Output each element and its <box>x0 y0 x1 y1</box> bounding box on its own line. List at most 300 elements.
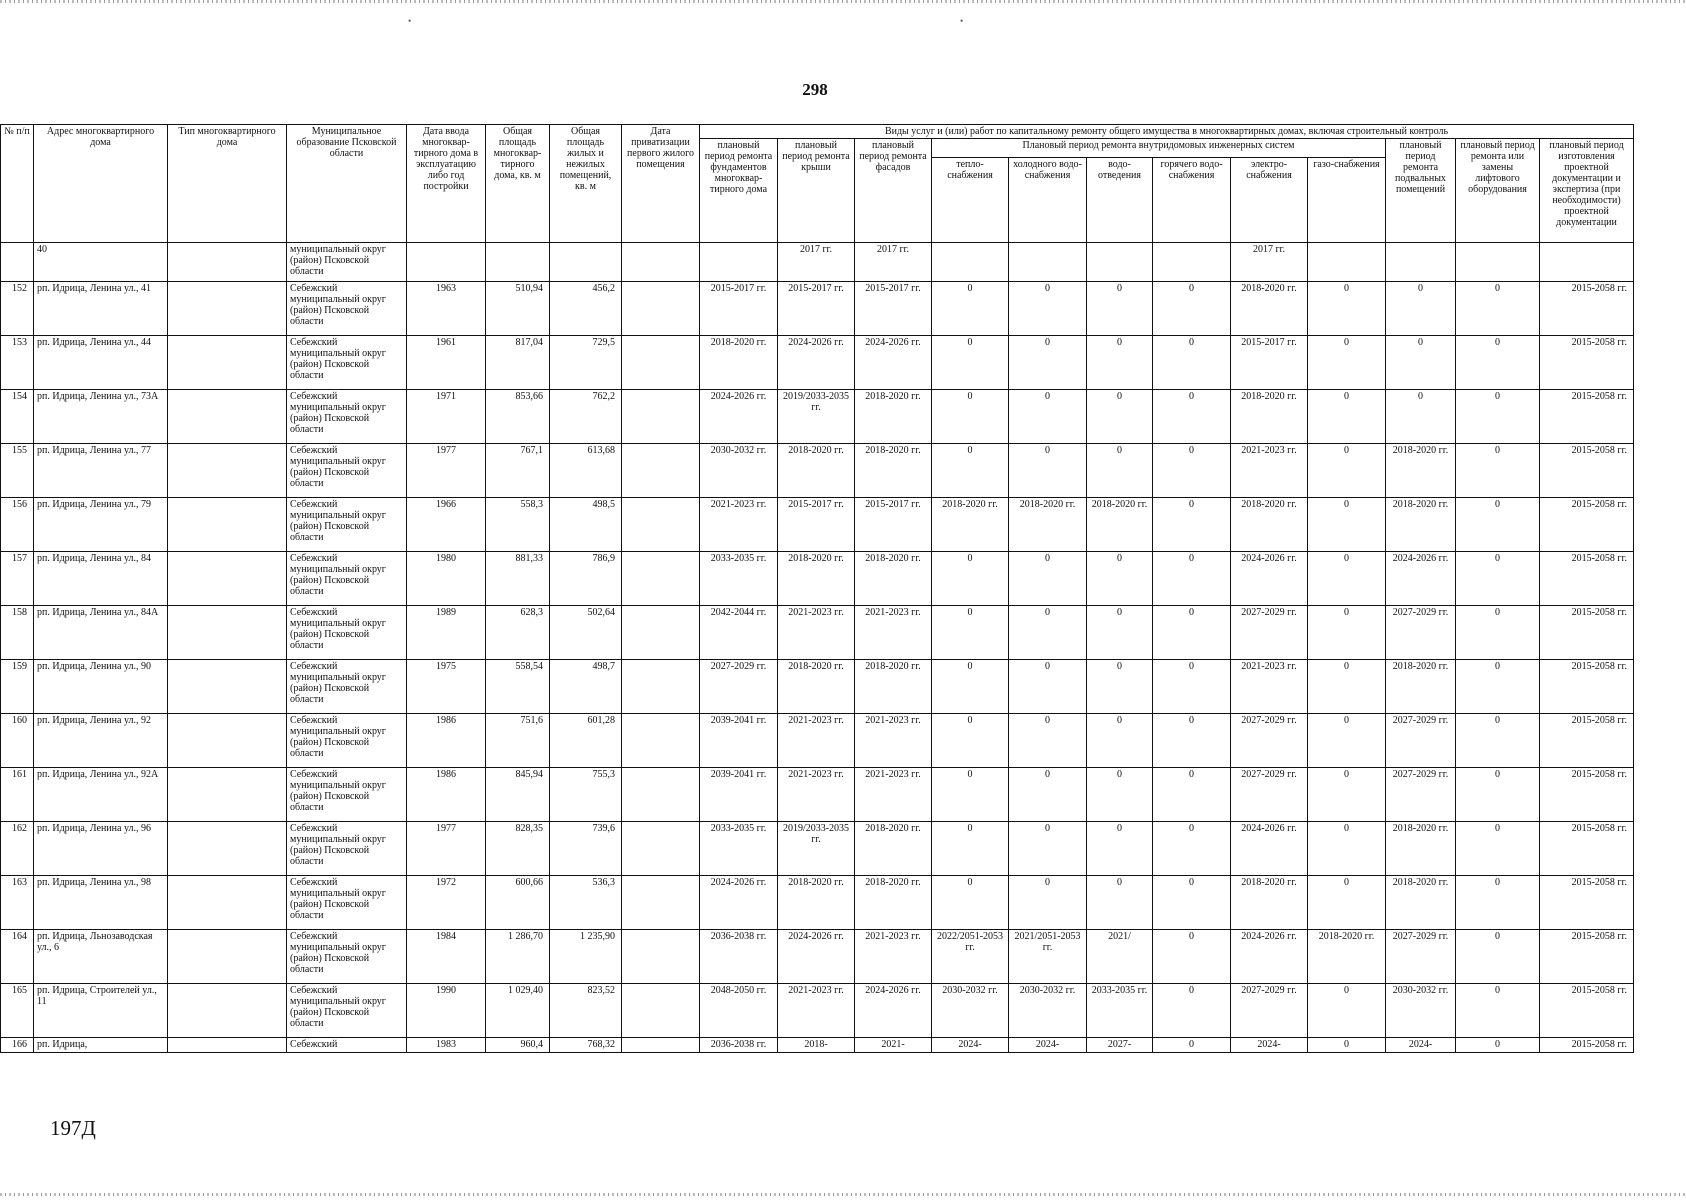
cell-privatization <box>622 930 700 984</box>
table-row <box>1 714 1634 768</box>
cell-drainage: 2021/ <box>1087 930 1153 984</box>
cell-cold-water: 0 <box>1009 336 1087 390</box>
cell-elevator: 0 <box>1456 336 1540 390</box>
cell-foundation: 2036-2038 гг. <box>700 930 778 984</box>
col-header-drainage: водо-отведения <box>1087 158 1153 243</box>
scan-edge-bottom <box>0 1193 1686 1196</box>
cell-privatization <box>622 876 700 930</box>
cell-total-area: 767,1 <box>486 444 550 498</box>
cell-heat: 2018-2020 гг. <box>932 498 1009 552</box>
cell-cold-water: 2030-2032 гг. <box>1009 984 1087 1038</box>
cell-basement: 2027-2029 гг. <box>1386 714 1456 768</box>
cell-foundation: 2024-2026 гг. <box>700 390 778 444</box>
cell-total-area: 628,3 <box>486 606 550 660</box>
cell-electric: 2027-2029 гг. <box>1231 768 1308 822</box>
cell-electric: 2021-2023 гг. <box>1231 444 1308 498</box>
cell-gas: 0 <box>1308 714 1386 768</box>
cell-elevator: 0 <box>1456 606 1540 660</box>
table-body <box>1 243 1634 1053</box>
cell-hot-water: 0 <box>1153 714 1231 768</box>
cell-hot-water: 0 <box>1153 390 1231 444</box>
cell-living-area: 613,68 <box>550 444 622 498</box>
cell-facade: 2024-2026 гг. <box>855 984 932 1038</box>
cell-type <box>168 282 287 336</box>
cell-total-area: 558,3 <box>486 498 550 552</box>
cell-drainage: 2018-2020 гг. <box>1087 498 1153 552</box>
cell-drainage: 0 <box>1087 552 1153 606</box>
cell-number: 157 <box>1 552 34 606</box>
cell-design-docs: 2015-2058 гг. <box>1540 714 1634 768</box>
cell-municipality: Себежский муниципальный округ (район) Псковской области <box>287 282 407 336</box>
scan-mark: • <box>960 16 964 26</box>
cell-number: 164 <box>1 930 34 984</box>
cell-living-area: 823,52 <box>550 984 622 1038</box>
cell-facade: 2015-2017 гг. <box>855 498 932 552</box>
cell-facade: 2017 гг. <box>855 243 932 282</box>
cell-roof: 2015-2017 гг. <box>778 282 855 336</box>
cell-total-area: 960,4 <box>486 1038 550 1053</box>
cell-heat: 0 <box>932 714 1009 768</box>
cell-living-area: 768,32 <box>550 1038 622 1053</box>
cell-number: 152 <box>1 282 34 336</box>
cell-hot-water: 0 <box>1153 606 1231 660</box>
cell-elevator: 0 <box>1456 930 1540 984</box>
cell-number: 162 <box>1 822 34 876</box>
cell-elevator: 0 <box>1456 282 1540 336</box>
cell-living-area: 786,9 <box>550 552 622 606</box>
cell-type <box>168 660 287 714</box>
cell-facade: 2021-2023 гг. <box>855 606 932 660</box>
cell-hot-water: 0 <box>1153 498 1231 552</box>
cell-roof: 2019/2033-2035 гг. <box>778 822 855 876</box>
cell-municipality: Себежский муниципальный округ (район) Псковской области <box>287 498 407 552</box>
col-header-heat: тепло-снабжения <box>932 158 1009 243</box>
cell-hot-water: 0 <box>1153 444 1231 498</box>
cell-heat: 0 <box>932 660 1009 714</box>
cell-heat: 2022/2051-2053 гг. <box>932 930 1009 984</box>
cell-number: 155 <box>1 444 34 498</box>
cell-address: 40 <box>34 243 168 282</box>
cell-cold-water: 2018-2020 гг. <box>1009 498 1087 552</box>
cell-gas: 0 <box>1308 822 1386 876</box>
cell-electric: 2027-2029 гг. <box>1231 714 1308 768</box>
cell-electric: 2024-2026 гг. <box>1231 930 1308 984</box>
cell-facade: 2021-2023 гг. <box>855 930 932 984</box>
cell-design-docs: 2015-2058 гг. <box>1540 390 1634 444</box>
cell-facade: 2021-2023 гг. <box>855 714 932 768</box>
cell-design-docs: 2015-2058 гг. <box>1540 606 1634 660</box>
cell-privatization <box>622 606 700 660</box>
cell-municipality: муниципальный округ (район) Псковской области <box>287 243 407 282</box>
col-header-basement: плановый период ремонта подвальных помещений <box>1386 139 1456 243</box>
cell-year: 1971 <box>407 390 486 444</box>
cell-number: 160 <box>1 714 34 768</box>
col-header-address: Адрес многоквартирного дома <box>34 125 168 243</box>
cell-basement: 2018-2020 гг. <box>1386 660 1456 714</box>
cell-gas: 0 <box>1308 768 1386 822</box>
cell-number: 166 <box>1 1038 34 1053</box>
cell-privatization <box>622 714 700 768</box>
cell-year <box>407 243 486 282</box>
cell-hot-water: 0 <box>1153 1038 1231 1053</box>
cell-basement: 2018-2020 гг. <box>1386 444 1456 498</box>
cell-cold-water: 0 <box>1009 606 1087 660</box>
table-row <box>1 336 1634 390</box>
scan-mark: • <box>408 16 412 26</box>
cell-foundation: 2033-2035 гг. <box>700 552 778 606</box>
table-row <box>1 390 1634 444</box>
table-row <box>1 444 1634 498</box>
cell-drainage: 0 <box>1087 336 1153 390</box>
cell-basement: 2018-2020 гг. <box>1386 822 1456 876</box>
cell-basement: 0 <box>1386 390 1456 444</box>
cell-heat: 0 <box>932 282 1009 336</box>
cell-living-area: 601,28 <box>550 714 622 768</box>
table-row <box>1 243 1634 282</box>
cell-privatization <box>622 1038 700 1053</box>
cell-elevator: 0 <box>1456 444 1540 498</box>
capital-repair-table <box>0 124 1634 1053</box>
col-header-hot-water: горячего водо-снабжения <box>1153 158 1231 243</box>
cell-basement: 2024-2026 гг. <box>1386 552 1456 606</box>
col-header-electric: электро-снабжения <box>1231 158 1308 243</box>
cell-number: 159 <box>1 660 34 714</box>
document-code: 197Д <box>50 1116 96 1140</box>
cell-address: рп. Идрица, Ленина ул., 98 <box>34 876 168 930</box>
cell-year: 1977 <box>407 822 486 876</box>
cell-cold-water <box>1009 243 1087 282</box>
cell-cold-water: 2021/2051-2053 гг. <box>1009 930 1087 984</box>
cell-foundation: 2042-2044 гг. <box>700 606 778 660</box>
cell-cold-water: 0 <box>1009 714 1087 768</box>
cell-foundation: 2033-2035 гг. <box>700 822 778 876</box>
cell-gas: 0 <box>1308 660 1386 714</box>
cell-address: рп. Идрица, Ленина ул., 79 <box>34 498 168 552</box>
cell-year: 1986 <box>407 714 486 768</box>
cell-municipality: Себежский <box>287 1038 407 1053</box>
cell-type <box>168 243 287 282</box>
cell-gas: 0 <box>1308 876 1386 930</box>
cell-heat: 0 <box>932 876 1009 930</box>
cell-type <box>168 498 287 552</box>
cell-drainage: 0 <box>1087 822 1153 876</box>
cell-heat: 0 <box>932 606 1009 660</box>
cell-type <box>168 390 287 444</box>
cell-drainage: 0 <box>1087 390 1153 444</box>
cell-address: рп. Идрица, Ленина ул., 73А <box>34 390 168 444</box>
cell-roof: 2018- <box>778 1038 855 1053</box>
cell-cold-water: 0 <box>1009 822 1087 876</box>
cell-total-area: 1 029,40 <box>486 984 550 1038</box>
cell-heat: 2030-2032 гг. <box>932 984 1009 1038</box>
cell-municipality: Себежский муниципальный округ (район) Псковской области <box>287 606 407 660</box>
cell-total-area: 1 286,70 <box>486 930 550 984</box>
cell-design-docs <box>1540 243 1634 282</box>
cell-electric: 2018-2020 гг. <box>1231 876 1308 930</box>
cell-number: 158 <box>1 606 34 660</box>
col-header-cold-water: холодного водо-снабжения <box>1009 158 1087 243</box>
cell-privatization <box>622 282 700 336</box>
cell-heat: 0 <box>932 552 1009 606</box>
cell-basement: 2027-2029 гг. <box>1386 606 1456 660</box>
cell-electric: 2018-2020 гг. <box>1231 282 1308 336</box>
cell-basement: 2018-2020 гг. <box>1386 498 1456 552</box>
cell-year: 1977 <box>407 444 486 498</box>
table-row <box>1 1038 1634 1053</box>
cell-elevator: 0 <box>1456 1038 1540 1053</box>
cell-living-area: 502,64 <box>550 606 622 660</box>
cell-gas: 0 <box>1308 444 1386 498</box>
col-header-type: Тип многоквартирного дома <box>168 125 287 243</box>
cell-year: 1975 <box>407 660 486 714</box>
cell-year: 1990 <box>407 984 486 1038</box>
cell-hot-water <box>1153 243 1231 282</box>
cell-municipality: Себежский муниципальный округ (район) Псковской области <box>287 714 407 768</box>
cell-elevator: 0 <box>1456 714 1540 768</box>
cell-address: рп. Идрица, Ленина ул., 77 <box>34 444 168 498</box>
cell-type <box>168 984 287 1038</box>
cell-type <box>168 552 287 606</box>
cell-hot-water: 0 <box>1153 282 1231 336</box>
cell-hot-water: 0 <box>1153 822 1231 876</box>
cell-hot-water: 0 <box>1153 876 1231 930</box>
cell-heat: 2024- <box>932 1038 1009 1053</box>
cell-facade: 2015-2017 гг. <box>855 282 932 336</box>
cell-facade: 2018-2020 гг. <box>855 660 932 714</box>
cell-design-docs: 2015-2058 гг. <box>1540 768 1634 822</box>
cell-elevator: 0 <box>1456 984 1540 1038</box>
cell-roof: 2021-2023 гг. <box>778 768 855 822</box>
cell-foundation: 2015-2017 гг. <box>700 282 778 336</box>
cell-privatization <box>622 822 700 876</box>
col-header-total-area: Общая площадь многоквар-тирного дома, кв. м <box>486 125 550 243</box>
cell-facade: 2018-2020 гг. <box>855 444 932 498</box>
cell-number: 161 <box>1 768 34 822</box>
cell-electric: 2018-2020 гг. <box>1231 498 1308 552</box>
cell-address: рп. Идрица, Ленина ул., 92А <box>34 768 168 822</box>
cell-facade: 2021-2023 гг. <box>855 768 932 822</box>
cell-electric: 2024- <box>1231 1038 1308 1053</box>
table-row <box>1 498 1634 552</box>
cell-foundation: 2039-2041 гг. <box>700 768 778 822</box>
cell-drainage: 0 <box>1087 282 1153 336</box>
cell-drainage: 0 <box>1087 444 1153 498</box>
cell-total-area: 828,35 <box>486 822 550 876</box>
cell-hot-water: 0 <box>1153 660 1231 714</box>
cell-total-area: 845,94 <box>486 768 550 822</box>
cell-electric: 2017 гг. <box>1231 243 1308 282</box>
cell-electric: 2024-2026 гг. <box>1231 822 1308 876</box>
cell-design-docs: 2015-2058 гг. <box>1540 444 1634 498</box>
cell-foundation: 2021-2023 гг. <box>700 498 778 552</box>
cell-basement: 2024- <box>1386 1038 1456 1053</box>
cell-living-area: 739,6 <box>550 822 622 876</box>
cell-municipality: Себежский муниципальный округ (район) Псковской области <box>287 768 407 822</box>
cell-roof: 2019/2033-2035 гг. <box>778 390 855 444</box>
cell-hot-water: 0 <box>1153 984 1231 1038</box>
cell-facade: 2024-2026 гг. <box>855 336 932 390</box>
cell-living-area: 755,3 <box>550 768 622 822</box>
cell-design-docs: 2015-2058 гг. <box>1540 1038 1634 1053</box>
col-header-privatization: Дата приватизации первого жилого помещения <box>622 125 700 243</box>
cell-elevator: 0 <box>1456 552 1540 606</box>
cell-address: рп. Идрица, Ленина ул., 44 <box>34 336 168 390</box>
col-header-facade: плановый период ремонта фасадов <box>855 139 932 243</box>
cell-year: 1984 <box>407 930 486 984</box>
cell-total-area: 558,54 <box>486 660 550 714</box>
cell-living-area <box>550 243 622 282</box>
cell-cold-water: 0 <box>1009 390 1087 444</box>
cell-elevator: 0 <box>1456 876 1540 930</box>
cell-living-area: 762,2 <box>550 390 622 444</box>
cell-number: 154 <box>1 390 34 444</box>
cell-year: 1986 <box>407 768 486 822</box>
cell-year: 1983 <box>407 1038 486 1053</box>
cell-privatization <box>622 984 700 1038</box>
cell-total-area: 510,94 <box>486 282 550 336</box>
cell-facade: 2018-2020 гг. <box>855 822 932 876</box>
cell-basement: 2018-2020 гг. <box>1386 876 1456 930</box>
cell-municipality: Себежский муниципальный округ (район) Псковской области <box>287 660 407 714</box>
cell-roof: 2018-2020 гг. <box>778 444 855 498</box>
table-row <box>1 930 1634 984</box>
cell-type <box>168 876 287 930</box>
cell-foundation: 2024-2026 гг. <box>700 876 778 930</box>
col-header-gas: газо-снабжения <box>1308 158 1386 243</box>
cell-living-area: 498,7 <box>550 660 622 714</box>
cell-address: рп. Идрица, Ленина ул., 96 <box>34 822 168 876</box>
cell-drainage <box>1087 243 1153 282</box>
cell-address: рп. Идрица, Строителей ул., 11 <box>34 984 168 1038</box>
cell-foundation: 2039-2041 гг. <box>700 714 778 768</box>
cell-address: рп. Идрица, Льнозаводская ул., 6 <box>34 930 168 984</box>
cell-address: рп. Идрица, <box>34 1038 168 1053</box>
cell-municipality: Себежский муниципальный округ (район) Псковской области <box>287 336 407 390</box>
cell-basement <box>1386 243 1456 282</box>
cell-address: рп. Идрица, Ленина ул., 84А <box>34 606 168 660</box>
cell-privatization <box>622 498 700 552</box>
cell-heat: 0 <box>932 390 1009 444</box>
cell-type <box>168 714 287 768</box>
col-header-foundation: плановый период ремонта фундаментов многоквар-тирного дома <box>700 139 778 243</box>
cell-elevator <box>1456 243 1540 282</box>
cell-facade: 2018-2020 гг. <box>855 552 932 606</box>
cell-address: рп. Идрица, Ленина ул., 90 <box>34 660 168 714</box>
cell-privatization <box>622 660 700 714</box>
cell-address: рп. Идрица, Ленина ул., 92 <box>34 714 168 768</box>
cell-year: 1966 <box>407 498 486 552</box>
cell-privatization <box>622 390 700 444</box>
cell-municipality: Себежский муниципальный округ (район) Псковской области <box>287 876 407 930</box>
cell-cold-water: 0 <box>1009 552 1087 606</box>
cell-gas: 0 <box>1308 606 1386 660</box>
table-row <box>1 768 1634 822</box>
cell-roof: 2024-2026 гг. <box>778 336 855 390</box>
cell-living-area: 1 235,90 <box>550 930 622 984</box>
table-row <box>1 876 1634 930</box>
cell-design-docs: 2015-2058 гг. <box>1540 822 1634 876</box>
cell-type <box>168 606 287 660</box>
cell-hot-water: 0 <box>1153 336 1231 390</box>
table-row <box>1 552 1634 606</box>
cell-electric: 2027-2029 гг. <box>1231 984 1308 1038</box>
cell-basement: 0 <box>1386 282 1456 336</box>
cell-year: 1963 <box>407 282 486 336</box>
cell-address: рп. Идрица, Ленина ул., 41 <box>34 282 168 336</box>
cell-cold-water: 2024- <box>1009 1038 1087 1053</box>
cell-foundation: 2048-2050 гг. <box>700 984 778 1038</box>
cell-gas: 2018-2020 гг. <box>1308 930 1386 984</box>
cell-number: 156 <box>1 498 34 552</box>
cell-elevator: 0 <box>1456 822 1540 876</box>
cell-design-docs: 2015-2058 гг. <box>1540 930 1634 984</box>
cell-total-area: 881,33 <box>486 552 550 606</box>
cell-number: 165 <box>1 984 34 1038</box>
scan-edge-top <box>0 0 1686 3</box>
cell-design-docs: 2015-2058 гг. <box>1540 498 1634 552</box>
cell-drainage: 0 <box>1087 876 1153 930</box>
cell-basement: 2030-2032 гг. <box>1386 984 1456 1038</box>
cell-number: 153 <box>1 336 34 390</box>
col-header-municipality: Муниципальное образование Псковской области <box>287 125 407 243</box>
table-row <box>1 660 1634 714</box>
cell-basement: 2027-2029 гг. <box>1386 768 1456 822</box>
col-header-number: № п/п <box>1 125 34 243</box>
col-header-elevator: плановый период ремонта или замены лифтового оборудования <box>1456 139 1540 243</box>
cell-drainage: 0 <box>1087 606 1153 660</box>
cell-heat: 0 <box>932 822 1009 876</box>
cell-municipality: Себежский муниципальный округ (район) Псковской области <box>287 552 407 606</box>
cell-gas: 0 <box>1308 498 1386 552</box>
cell-type <box>168 930 287 984</box>
cell-hot-water: 0 <box>1153 930 1231 984</box>
cell-gas <box>1308 243 1386 282</box>
cell-total-area <box>486 243 550 282</box>
col-header-living-area: Общая площадь жилых и нежилых помещений, кв. м <box>550 125 622 243</box>
cell-drainage: 0 <box>1087 660 1153 714</box>
cell-year: 1972 <box>407 876 486 930</box>
cell-heat <box>932 243 1009 282</box>
cell-foundation <box>700 243 778 282</box>
cell-electric: 2018-2020 гг. <box>1231 390 1308 444</box>
cell-elevator: 0 <box>1456 768 1540 822</box>
cell-municipality: Себежский муниципальный округ (район) Псковской области <box>287 984 407 1038</box>
cell-cold-water: 0 <box>1009 282 1087 336</box>
col-header-design-docs: плановый период изготовления проектной документации и экспертиза (при необходимости) проектной документации <box>1540 139 1634 243</box>
cell-address: рп. Идрица, Ленина ул., 84 <box>34 552 168 606</box>
cell-elevator: 0 <box>1456 660 1540 714</box>
cell-number: 163 <box>1 876 34 930</box>
cell-living-area: 536,3 <box>550 876 622 930</box>
table-row <box>1 822 1634 876</box>
cell-total-area: 751,6 <box>486 714 550 768</box>
cell-type <box>168 822 287 876</box>
cell-year: 1989 <box>407 606 486 660</box>
cell-privatization <box>622 768 700 822</box>
cell-total-area: 853,66 <box>486 390 550 444</box>
cell-drainage: 0 <box>1087 768 1153 822</box>
cell-basement: 0 <box>1386 336 1456 390</box>
col-header-commission-date: Дата ввода многоквар-тирного дома в эксплуатацию либо год постройки <box>407 125 486 243</box>
cell-drainage: 2027- <box>1087 1038 1153 1053</box>
cell-electric: 2024-2026 гг. <box>1231 552 1308 606</box>
cell-heat: 0 <box>932 444 1009 498</box>
table-row <box>1 282 1634 336</box>
col-header-services-group: Виды услуг и (или) работ по капитальному ремонту общего имущества в многоквартирных домах, включая строительный контроль <box>700 125 1634 139</box>
cell-electric: 2021-2023 гг. <box>1231 660 1308 714</box>
cell-municipality: Себежский муниципальный округ (район) Псковской области <box>287 444 407 498</box>
cell-roof: 2015-2017 гг. <box>778 498 855 552</box>
